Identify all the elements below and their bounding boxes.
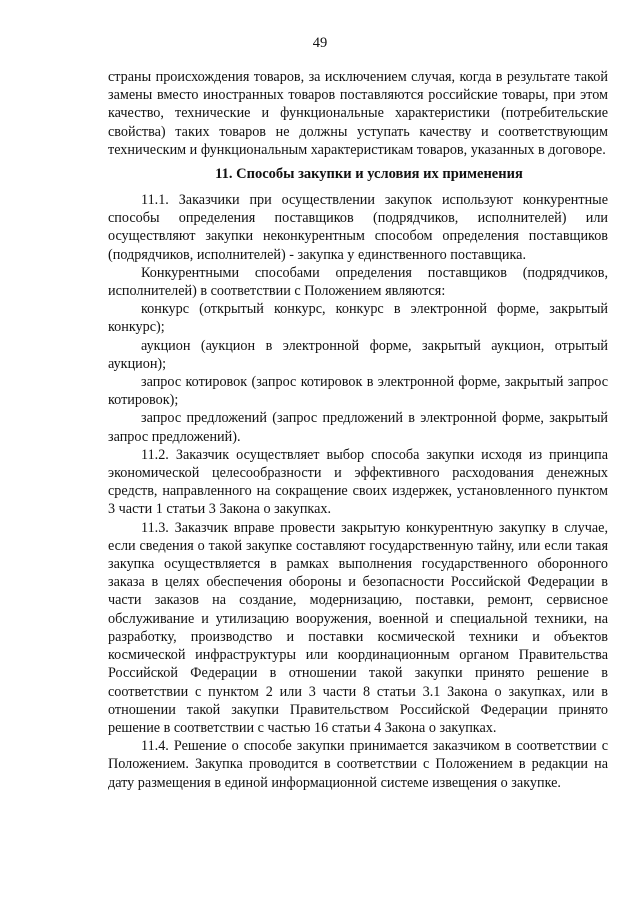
paragraph-11-2: 11.2. Заказчик осуществляет выбор способа закупки исходя из принципа экономической целесообразности и эффективного расходования денежных средств, направленного на сокращение своих издержек, установленного пунктом 3 части 1 статьи 3 Закона о закупках. xyxy=(108,446,608,518)
paragraph-11-3: 11.3. Заказчик вправе провести закрытую конкурентную закупку в случае, если сведения о такой закупке составляют государственную тайну, или если такая закупка осуществляется в рамках выполнения государственного оборонного заказа в целях обеспечения обороны и безопасности Российской Федерации в части заказов на создание, модернизацию, поставки, ремонт, сервисное обслуживание и утилизацию вооружения, военной и специальной техники, на разработку, производство и поставки космической техники и объектов космической инфраструктуры или координационным органом Правительства Российской Федерации в отношении такой закупки принято решение в соответствии с пунктом 2 или 3 части 8 статьи 3.1 Закона о закупках, или в отношении такой закупки Правительством Российской Федерации принято решение в соответствии с частью 16 статьи 4 Закона о закупках. xyxy=(108,519,608,736)
list-item-konkurs: конкурс (открытый конкурс, конкурс в электронной форме, закрытый конкурс); xyxy=(108,301,608,336)
paragraph-11-1: 11.1. Заказчики при осуществлении закупок используют конкурентные способы определения поставщиков (подрядчиков, исполнителей) или осуществляют закупки неконкурентным способом определения поставщиков (подрядчиков, исполнителей) - закупка у единственного поставщика. xyxy=(108,192,608,263)
list-item-zapros-predlozheniy: запрос предложений (запрос предложений в электронной форме, закрытый запрос предложений). xyxy=(108,410,608,445)
paragraph-11-4: 11.4. Решение о способе закупки принимается заказчиком в соответствии с Положением. Закупка проводится в соответствии с Положением в редакции на дату размещения в единой информационной системе извещения о закупке. xyxy=(108,738,608,791)
list-item-zapros-kotirovok: запрос котировок (запрос котировок в электронной форме, закрытый запрос котировок); xyxy=(108,374,608,409)
paragraph-competitive-methods: Конкурентными способами определения поставщиков (подрядчиков, исполнителей) в соответствии с Положением являются: xyxy=(108,264,608,300)
document-body xyxy=(108,68,608,792)
intro-paragraph: страны происхождения товаров, за исключением случая, когда в результате такой замены вместо иностранных товаров поставляются российские товары, при этом качество, технические и функциональные характеристики (потребительские свойства) таких товаров не должны уступать качеству и соответствующим техническим и функциональным характеристикам товаров, указанных в договоре. xyxy=(108,69,608,158)
list-item-auktsion: аукцион (аукцион в электронной форме, закрытый аукцион, отрытый аукцион); xyxy=(108,337,608,372)
page-number: 49 xyxy=(312,35,328,51)
section-title: 11. Способы закупки и условия их применения xyxy=(215,166,523,183)
